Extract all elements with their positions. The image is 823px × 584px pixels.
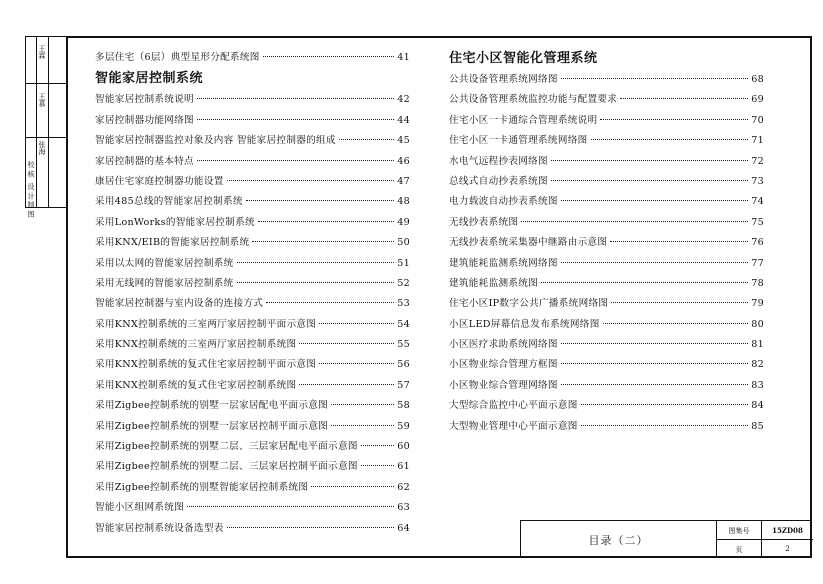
dot-leader: [258, 221, 394, 222]
dot-leader: [561, 78, 748, 79]
dot-leader: [197, 98, 394, 99]
toc-entry-page: 55: [397, 339, 410, 351]
sheet-title: 目录（二）: [588, 533, 649, 547]
toc-entry-title: 小区医疗求助系统网络图: [449, 339, 558, 351]
toc-entry-page: 62: [397, 481, 410, 493]
toc-left-column: [95, 48, 410, 539]
toc-entry-page: 54: [397, 318, 410, 330]
toc-entry[interactable]: [95, 355, 410, 375]
toc-entry-title: 住宅小区IP数字公共广播系统网络图: [449, 298, 609, 310]
label-draw: 制 图: [27, 201, 35, 218]
toc-entry[interactable]: [449, 274, 764, 294]
toc-entry-title: 家居控制器的基本特点: [95, 155, 194, 167]
toc-entry[interactable]: [449, 111, 764, 131]
toc-entry-title: 采用Zigbee控制系统的别墅一层家居控制平面示意图: [95, 420, 329, 432]
dot-leader: [551, 180, 748, 181]
toc-entry-page: 41: [397, 52, 410, 63]
toc-entry-page: 76: [751, 237, 764, 249]
toc-entry-title: 智能家居控制器与室内设备的连接方式: [95, 298, 264, 310]
dot-leader: [197, 119, 394, 120]
dot-leader: [187, 506, 394, 507]
toc-entry-title: 采用485总线的智能家居控制系统: [95, 196, 243, 208]
dot-leader: [266, 302, 394, 303]
dot-leader: [237, 262, 395, 263]
atlas-number-label: 图集号: [728, 527, 750, 535]
toc-entry-title: 总线式自动抄表系统图: [449, 175, 548, 187]
dot-leader: [610, 241, 748, 242]
dot-leader: [551, 160, 748, 161]
toc-entry-page: 83: [751, 379, 764, 391]
toc-entry[interactable]: [95, 315, 410, 335]
toc-entry-title: 公共设备管理系统监控功能与配置要求: [449, 94, 618, 106]
section-heading-smart-home: 智能家居控制系统: [95, 71, 204, 87]
dot-leader: [620, 98, 748, 99]
toc-entry-title: 采用Zigbee控制系统的别墅一层家居配电平面示意图: [95, 400, 329, 412]
toc-entry[interactable]: [95, 478, 410, 498]
toc-entry-page: 85: [751, 420, 764, 432]
toc-entry-page: 61: [397, 461, 410, 473]
toc-entry[interactable]: [95, 519, 410, 539]
toc-entry-title: 采用以太网的智能家居控制系统: [95, 257, 234, 269]
dot-leader: [361, 445, 394, 446]
dot-leader: [591, 139, 749, 140]
dot-leader: [311, 486, 394, 487]
toc-entry-title: 采用无线网的智能家居控制系统: [95, 277, 234, 289]
dot-leader: [600, 119, 748, 120]
toc-entry[interactable]: [95, 437, 410, 457]
dot-leader: [227, 527, 395, 528]
toc-entry-page: 64: [397, 522, 410, 534]
toc-entry-page: 73: [751, 175, 764, 187]
dot-leader: [252, 241, 394, 242]
dot-leader: [541, 282, 748, 283]
toc-entry-title: 水电气远程抄表网络图: [449, 155, 548, 167]
toc-entry[interactable]: [449, 355, 764, 375]
dot-leader: [361, 465, 394, 466]
toc-entry-page: 47: [397, 175, 410, 187]
toc-entry[interactable]: [95, 152, 410, 172]
toc-entry-page: 49: [397, 216, 410, 228]
dot-leader: [237, 282, 395, 283]
toc-entry-page: 63: [397, 502, 410, 514]
toc-entry[interactable]: [449, 396, 764, 416]
toc-entry-page: 52: [397, 277, 410, 289]
toc-entry-title: 采用KNX控制系统的三室两厅家居控制系统图: [95, 339, 297, 351]
atlas-number: 15ZD08: [772, 526, 803, 535]
toc-entry[interactable]: [449, 90, 764, 110]
toc-entry-page: 82: [751, 359, 764, 371]
toc-entry-page: 60: [397, 441, 410, 453]
toc-entry[interactable]: [95, 417, 410, 437]
toc-right-column: [449, 48, 764, 437]
dot-leader: [197, 160, 394, 161]
toc-entry[interactable]: [95, 48, 410, 68]
toc-entry-title: 智能家居控制系统说明: [95, 94, 194, 106]
toc-entry[interactable]: [95, 131, 410, 151]
dot-leader: [561, 200, 748, 201]
dot-leader: [561, 384, 748, 385]
dot-leader: [521, 221, 748, 222]
toc-entry-title: 智能家居控制器监控对象及内容 智能家居控制器的组成: [95, 135, 336, 147]
toc-entry-title: 家居控制器功能网络图: [95, 114, 194, 126]
toc-entry-page: 75: [751, 216, 764, 228]
toc-entry[interactable]: [449, 152, 764, 172]
toc-entry-page: 42: [397, 94, 410, 106]
dot-leader: [227, 180, 395, 181]
label-design: 设 计: [27, 183, 35, 200]
toc-entry-title: 无线抄表系统图: [449, 216, 519, 228]
dot-leader: [339, 139, 394, 140]
toc-entry-title: 采用KNX/EIB的智能家居控制系统: [95, 237, 250, 249]
toc-entry[interactable]: [449, 70, 764, 90]
toc-entry-page: 81: [751, 339, 764, 351]
toc-entry-title: 建筑能耗监测系统网络图: [449, 257, 558, 269]
toc-entry-page: 58: [397, 400, 410, 412]
toc-entry-page: 84: [751, 400, 764, 412]
dot-leader: [246, 200, 394, 201]
dot-leader: [561, 363, 748, 364]
toc-entry[interactable]: [449, 254, 764, 274]
toc-entry-page: 70: [751, 114, 764, 126]
toc-entry-title: 小区LED屏幕信息发布系统网络图: [449, 318, 600, 330]
label-check: 校 核: [27, 161, 35, 178]
toc-entry[interactable]: [449, 233, 764, 253]
dot-leader: [581, 404, 749, 405]
toc-entry-page: 57: [397, 379, 410, 391]
toc-entry-page: 46: [397, 155, 410, 167]
toc-entry-page: 50: [397, 237, 410, 249]
page-label: 页: [735, 546, 743, 554]
toc-entry-title: 采用LonWorks的智能家居控制系统: [95, 216, 255, 228]
toc-entry[interactable]: [449, 172, 764, 192]
toc-entry[interactable]: [449, 294, 764, 314]
dot-leader: [561, 262, 748, 263]
toc-entry[interactable]: [95, 274, 410, 294]
toc-entry-page: 51: [397, 257, 410, 269]
name-design: 王慕: [38, 93, 46, 107]
dot-leader: [603, 323, 749, 324]
toc-entry-page: 56: [397, 359, 410, 371]
toc-entry-page: 77: [751, 257, 764, 269]
signature-strip: [25, 36, 66, 218]
toc-entry-title: 康居住宅家庭控制器功能设置: [95, 175, 224, 187]
toc-entry[interactable]: [449, 417, 764, 437]
toc-entry[interactable]: [95, 335, 410, 355]
toc-entry-page: 79: [751, 298, 764, 310]
toc-entry-title: 多层住宅（6层）典型星形分配系统图: [95, 52, 260, 63]
toc-entry[interactable]: [449, 335, 764, 355]
toc-entry[interactable]: [449, 213, 764, 233]
toc-entry-title: 采用Zigbee控制系统的别墅二层、三层家居控制平面示意图: [95, 461, 358, 473]
toc-entry-title: 采用Zigbee控制系统的别墅智能家居控制系统图: [95, 481, 309, 493]
toc-entry-page: 59: [397, 420, 410, 432]
toc-entry-page: 80: [751, 318, 764, 330]
toc-entry-title: 电力载波自动抄表系统图: [449, 196, 558, 208]
toc-entry[interactable]: [449, 192, 764, 212]
toc-entry-title: 采用KNX控制系统的复式住宅家居控制平面示意图: [95, 359, 317, 371]
toc-entry[interactable]: [95, 111, 410, 131]
toc-entry-page: 74: [751, 196, 764, 208]
toc-entry-title: 小区物业综合管理网络图: [449, 379, 558, 391]
toc-entry-page: 45: [397, 135, 410, 147]
toc-entry[interactable]: [95, 233, 410, 253]
toc-entry[interactable]: [95, 457, 410, 477]
toc-entry-title: 采用Zigbee控制系统的别墅二层、三层家居配电平面示意图: [95, 441, 358, 453]
toc-entry-title: 无线抄表系统采集器中继路由示意图: [449, 237, 608, 249]
toc-entry-title: 建筑能耗监测系统图: [449, 277, 539, 289]
toc-entry-page: 78: [751, 277, 764, 289]
toc-entry-page: 53: [397, 298, 410, 310]
dot-leader: [581, 425, 749, 426]
toc-entry-title: 大型物业管理中心平面示意图: [449, 420, 578, 432]
toc-entry-title: 小区物业综合管理方框图: [449, 359, 558, 371]
toc-entry[interactable]: [95, 498, 410, 518]
toc-entry[interactable]: [95, 254, 410, 274]
toc-entry-page: 48: [397, 196, 410, 208]
toc-entry[interactable]: [95, 90, 410, 110]
toc-entry-title: 大型综合监控中心平面示意图: [449, 400, 578, 412]
dot-leader: [299, 343, 394, 344]
toc-entry[interactable]: [95, 213, 410, 233]
section-heading-community-management: 住宅小区智能化管理系统: [449, 51, 598, 66]
dot-leader: [331, 425, 394, 426]
dot-leader: [319, 323, 394, 324]
toc-entry-title: 住宅小区一卡通综合管理系统说明: [449, 114, 598, 126]
toc-entry-page: 72: [751, 155, 764, 167]
toc-entry-title: 住宅小区一卡通管理系统网络图: [449, 135, 588, 147]
name-check: 张海: [38, 141, 46, 155]
dot-leader: [331, 404, 394, 405]
toc-entry[interactable]: [449, 315, 764, 335]
dot-leader: [299, 384, 394, 385]
toc-entry-page: 69: [751, 94, 764, 106]
toc-entry-page: 44: [397, 114, 410, 126]
toc-entry-page: 71: [751, 135, 764, 147]
toc-entry-title: 智能家居控制系统设备选型表: [95, 522, 224, 534]
toc-entry-title: 公共设备管理系统网络图: [449, 74, 558, 85]
toc-entry[interactable]: [449, 131, 764, 151]
name-draw: 王霖: [38, 45, 46, 59]
dot-leader: [561, 343, 748, 344]
page-number: 2: [785, 545, 790, 553]
toc-entry[interactable]: [95, 294, 410, 314]
toc-entry-title: 智能小区组网系统图: [95, 502, 185, 514]
toc-entry[interactable]: [95, 376, 410, 396]
toc-entry-title: 采用KNX控制系统的复式住宅家居控制系统图: [95, 379, 297, 391]
toc-entry-page: 68: [751, 74, 764, 85]
toc-entry-title: 采用KNX控制系统的三室两厅家居控制平面示意图: [95, 318, 317, 330]
dot-leader: [611, 302, 748, 303]
toc-entry[interactable]: [95, 396, 410, 416]
dot-leader: [263, 56, 394, 57]
toc-entry[interactable]: [449, 376, 764, 396]
title-block: [520, 520, 812, 558]
dot-leader: [319, 363, 394, 364]
toc-entry[interactable]: [95, 192, 410, 212]
toc-entry[interactable]: [95, 172, 410, 192]
